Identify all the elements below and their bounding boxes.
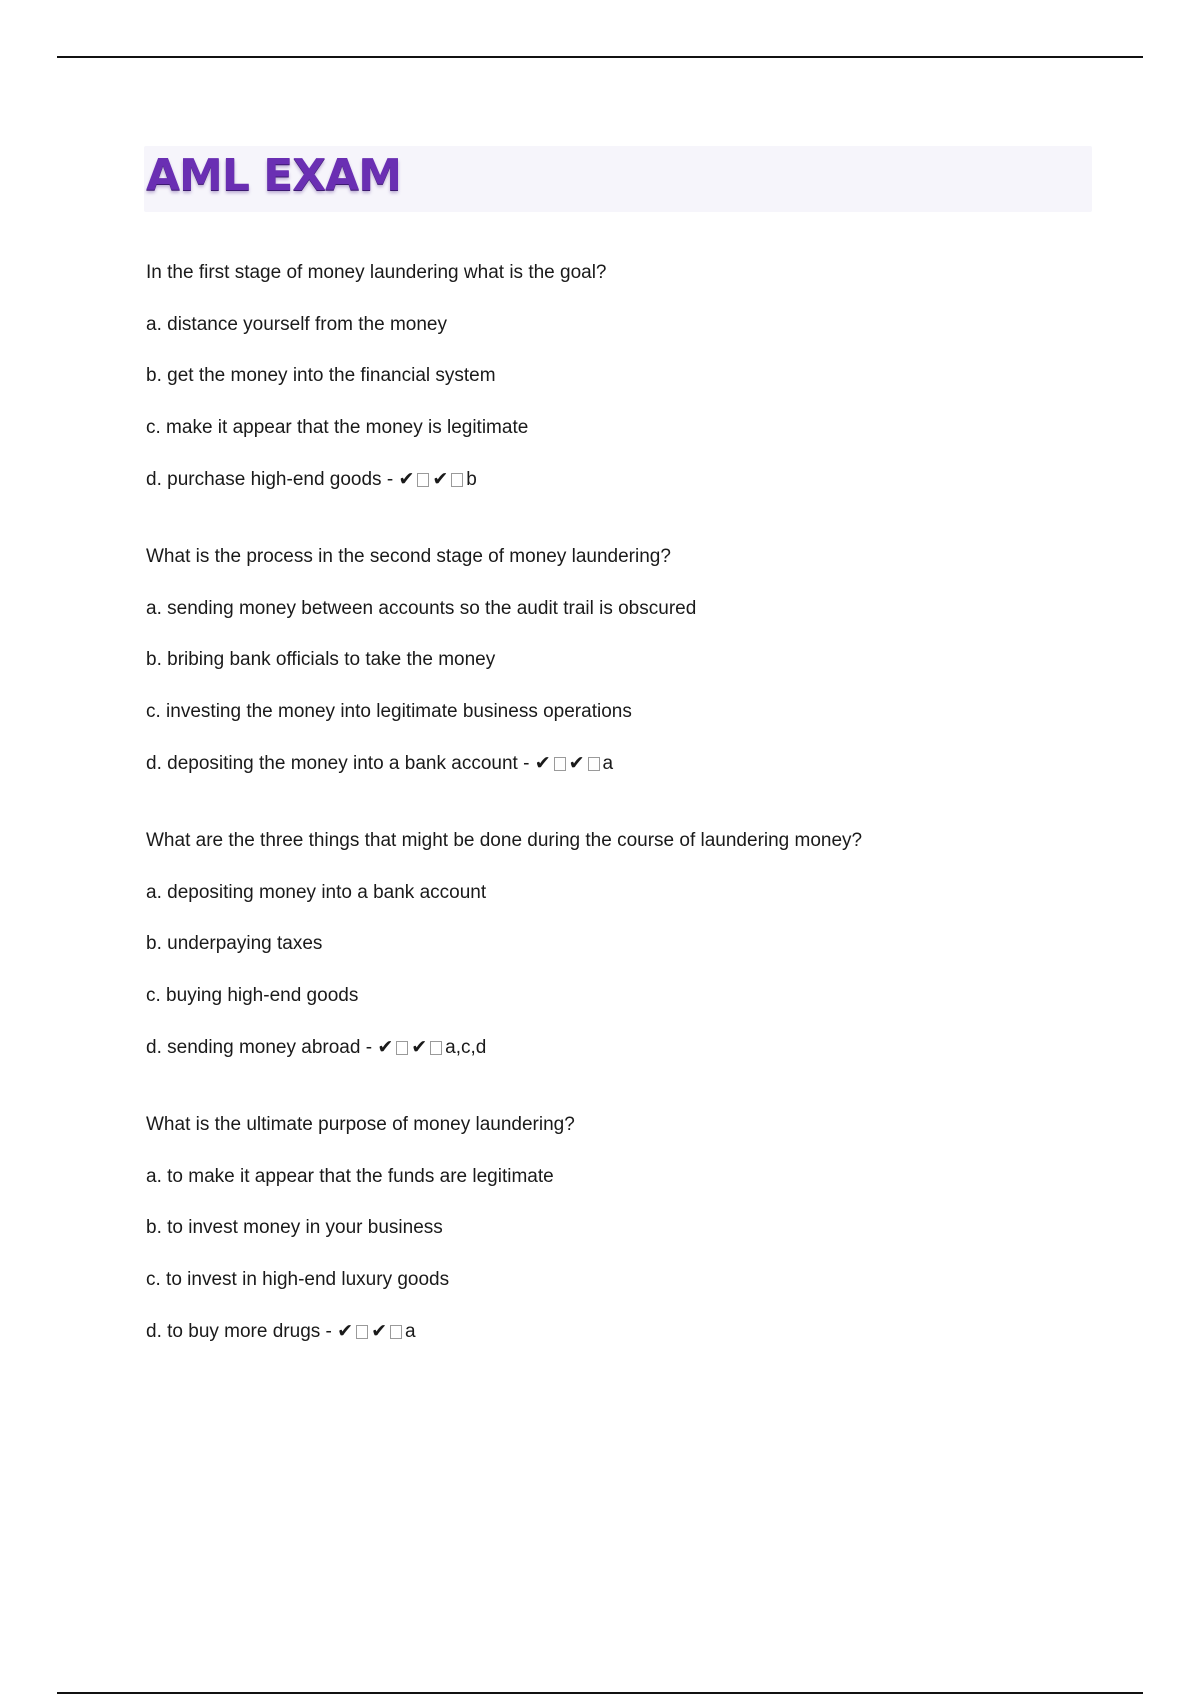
option-a: a. sending money between accounts so the audit trail is obscured — [146, 597, 697, 619]
answer-key: a — [602, 753, 614, 774]
option-a: a. distance yourself from the money — [146, 313, 447, 335]
checkmark-icon: ✔ — [377, 1036, 394, 1058]
option-a: a. to make it appear that the funds are legitimate — [146, 1165, 554, 1187]
option-d: d. sending money abroad - — [146, 1037, 378, 1058]
option-c: c. buying high-end goods — [146, 984, 359, 1006]
option-d-with-answer — [146, 1318, 1106, 1344]
option-d-with-answer — [146, 750, 1106, 776]
checkmark-icon: ✔ — [398, 468, 415, 490]
question-list — [146, 260, 1106, 1396]
question-block — [146, 544, 1106, 776]
option-b: b. get the money into the financial system — [146, 365, 496, 386]
checkmark-icon: ✔ — [411, 1036, 428, 1058]
checkmark-icon: ✔ — [568, 752, 585, 774]
option-c: c. to invest in high-end luxury goods — [146, 1268, 450, 1290]
option-d: d. purchase high-end goods - — [146, 469, 399, 490]
box-icon — [417, 473, 429, 487]
checkmark-icon: ✔ — [337, 1320, 354, 1342]
question-prompt: What are the three things that might be done during the course of laundering money? — [146, 830, 863, 851]
answer-key: a — [405, 1321, 416, 1342]
page-title: AML EXAM — [146, 150, 402, 201]
box-icon — [451, 473, 463, 487]
question-prompt: What is the ultimate purpose of money laundering? — [146, 1114, 575, 1135]
title-banner — [144, 146, 1092, 212]
option-d: d. depositing the money into a bank account - — [146, 753, 535, 774]
option-b: b. bribing bank officials to take the money — [146, 649, 496, 670]
box-icon — [356, 1325, 368, 1339]
question-block — [146, 828, 1106, 1060]
footer-rule — [57, 1692, 1143, 1694]
box-icon — [430, 1041, 442, 1055]
answer-key: a,c,d — [445, 1037, 487, 1058]
question-prompt: What is the process in the second stage of money laundering? — [146, 546, 671, 567]
option-d-with-answer — [146, 466, 1106, 492]
option-b: b. underpaying taxes — [146, 933, 323, 954]
box-icon — [588, 757, 600, 771]
checkmark-icon: ✔ — [432, 468, 449, 490]
box-icon — [396, 1041, 408, 1055]
option-c: c. make it appear that the money is legitimate — [146, 416, 529, 438]
header-rule — [57, 56, 1143, 58]
question-block — [146, 1112, 1106, 1344]
option-a: a. depositing money into a bank account — [146, 881, 487, 903]
option-d: d. to buy more drugs - — [146, 1321, 338, 1342]
option-d-with-answer — [146, 1034, 1106, 1060]
question-block — [146, 260, 1106, 492]
answer-key: b — [466, 469, 477, 490]
question-prompt: In the first stage of money laundering what is the goal? — [146, 262, 607, 283]
option-b: b. to invest money in your business — [146, 1217, 443, 1238]
option-c: c. investing the money into legitimate business operations — [146, 700, 632, 722]
box-icon — [390, 1325, 402, 1339]
checkmark-icon: ✔ — [371, 1320, 387, 1342]
checkmark-icon: ✔ — [534, 752, 551, 774]
box-icon — [554, 757, 566, 771]
